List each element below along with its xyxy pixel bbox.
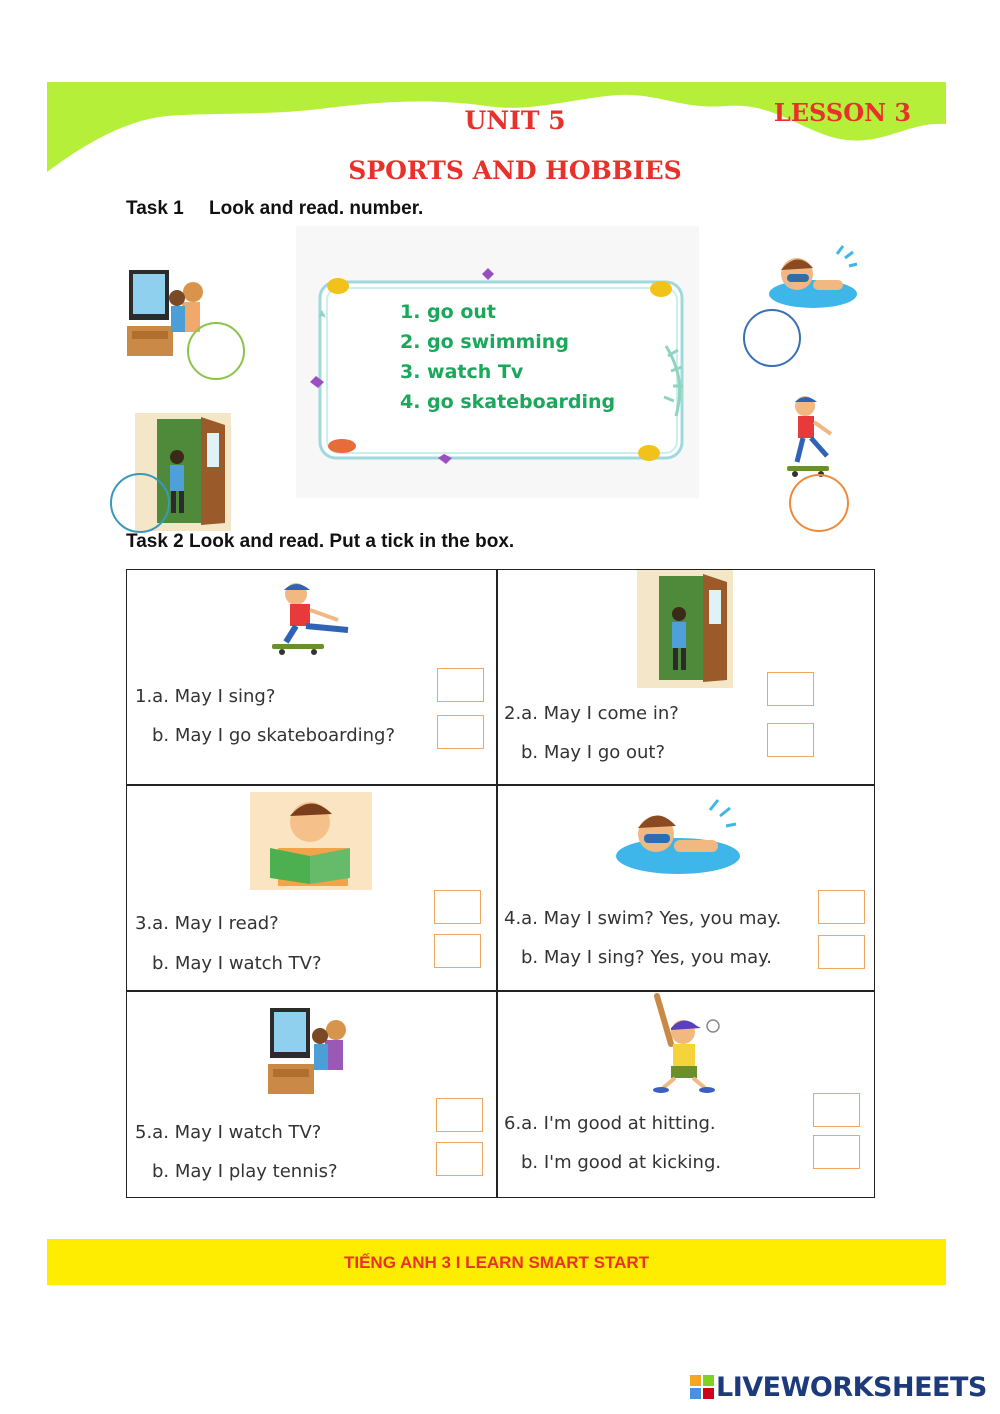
- skateboard-picture: [268, 580, 362, 656]
- tick-box[interactable]: [818, 935, 865, 969]
- reading-picture: [250, 792, 372, 890]
- brand-name[interactable]: LIVEWORKSHEETS: [716, 1372, 987, 1403]
- tick-box[interactable]: [437, 668, 484, 702]
- question-a: 4.a. May I swim? Yes, you may.: [504, 908, 782, 929]
- question-b: b. May I go skateboarding?: [152, 725, 396, 746]
- topic-title: SPORTS AND HOBBIES: [348, 156, 682, 185]
- liveworksheets-logo-icon: [690, 1375, 714, 1399]
- grid-divider: [126, 990, 875, 992]
- question-a: 6.a. I'm good at hitting.: [504, 1113, 716, 1134]
- grid-divider: [126, 784, 875, 786]
- tv-picture: [268, 1006, 350, 1098]
- tick-box[interactable]: [434, 934, 481, 968]
- unit-title: UNIT 5: [464, 106, 566, 135]
- option-item: 4. go skateboarding: [400, 391, 616, 413]
- tick-box[interactable]: [434, 890, 481, 924]
- tick-box[interactable]: [436, 1098, 483, 1132]
- question-b: b. May I play tennis?: [152, 1161, 338, 1182]
- option-item: 3. watch Tv: [400, 361, 524, 383]
- skateboarding-picture: [783, 392, 847, 478]
- grid-divider: [496, 569, 498, 1198]
- answer-circle[interactable]: [789, 474, 849, 532]
- tick-box[interactable]: [436, 1142, 483, 1176]
- question-b: b. May I watch TV?: [152, 953, 322, 974]
- task1-label: Task 1: [126, 198, 184, 219]
- question-a: 1.a. May I sing?: [135, 686, 276, 707]
- swim-picture: [614, 796, 742, 878]
- tick-box[interactable]: [813, 1093, 860, 1127]
- door-picture: [637, 570, 733, 688]
- tick-box[interactable]: [767, 723, 814, 757]
- tick-box[interactable]: [767, 672, 814, 706]
- task2-grid: [126, 569, 875, 1198]
- baseball-picture: [637, 992, 733, 1094]
- question-a: 5.a. May I watch TV?: [135, 1122, 322, 1143]
- answer-circle[interactable]: [743, 309, 801, 367]
- tick-box[interactable]: [813, 1135, 860, 1169]
- answer-circle[interactable]: [110, 473, 170, 533]
- option-item: 2. go swimming: [400, 331, 569, 353]
- tick-box[interactable]: [437, 715, 484, 749]
- swimming-picture: [767, 242, 859, 312]
- question-a: 3.a. May I read?: [135, 913, 279, 934]
- task2-title: Task 2 Look and read. Put a tick in the box.: [126, 531, 515, 552]
- question-b: b. May I go out?: [521, 742, 666, 763]
- answer-circle[interactable]: [187, 322, 245, 380]
- lesson-title: LESSON 3: [773, 98, 912, 127]
- question-b: b. May I sing? Yes, you may.: [521, 947, 772, 968]
- task1-instruction: Look and read. number.: [209, 198, 424, 219]
- question-b: b. I'm good at kicking.: [521, 1152, 722, 1173]
- question-a: 2.a. May I come in?: [504, 703, 679, 724]
- option-item: 1. go out: [400, 301, 496, 323]
- footer-text: TIẾNG ANH 3 I LEARN SMART START: [343, 1253, 650, 1272]
- tick-box[interactable]: [818, 890, 865, 924]
